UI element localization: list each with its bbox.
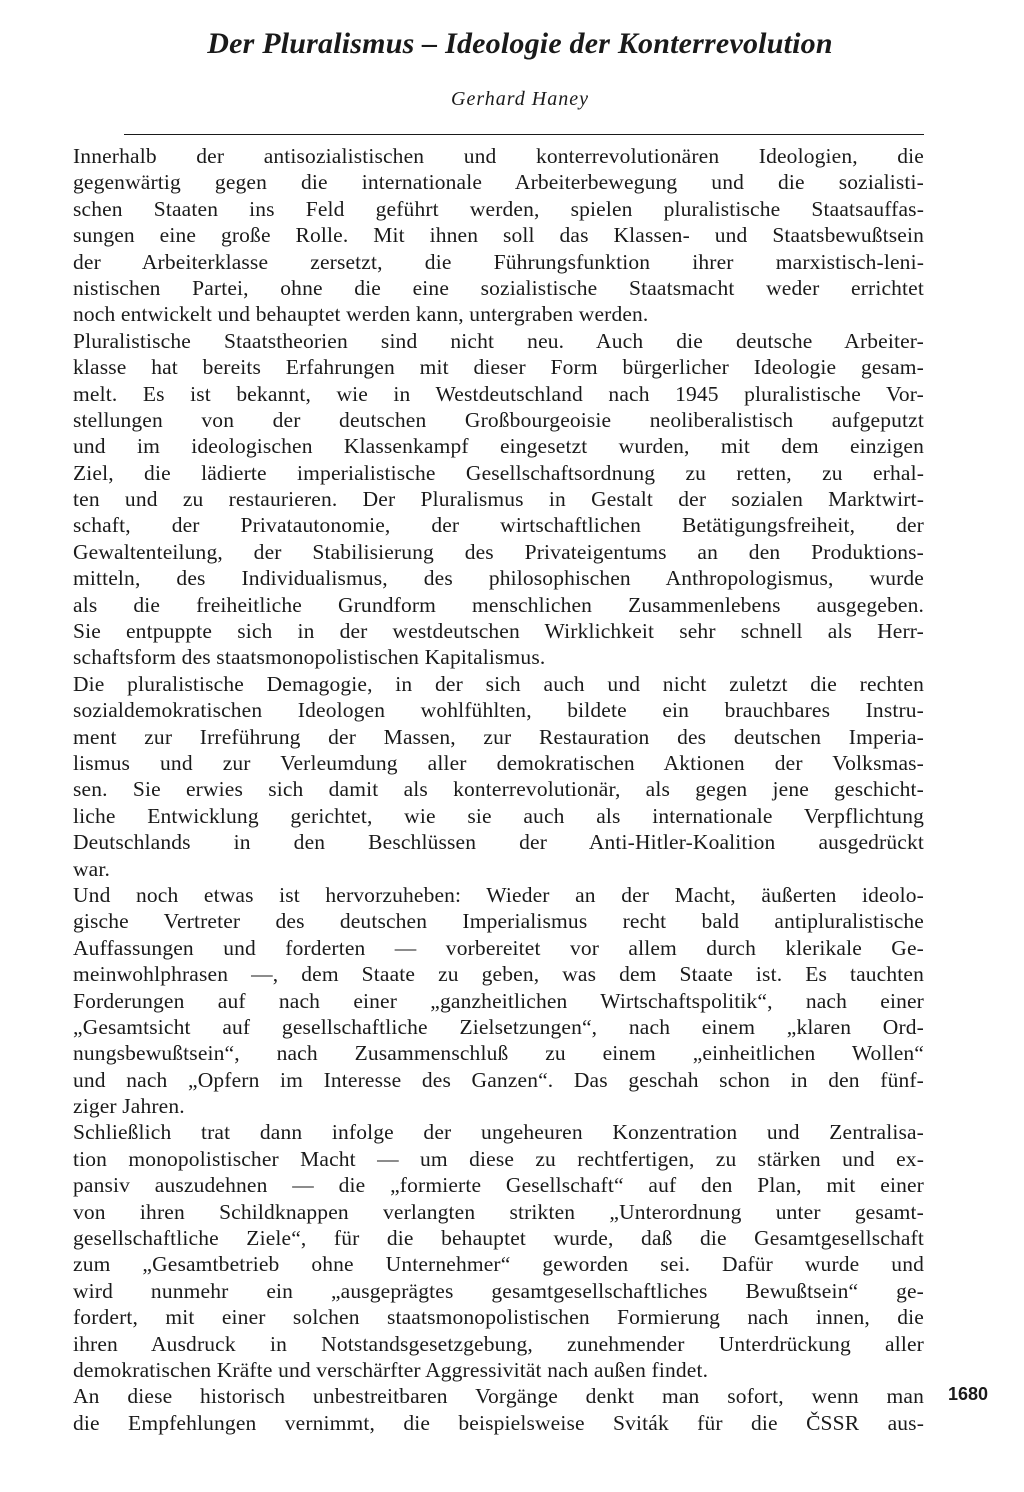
body-line: und nach „Opfern im Interesse des Ganzen“. Das geschah schon in den fünf- [73, 1067, 924, 1092]
body-line: ten und zu restaurieren. Der Pluralismus in Gestalt der sozialen Marktwirt- [73, 487, 924, 512]
article-title: Der Pluralismus – Ideologie der Konterrevolution [207, 27, 833, 60]
body-line: Gewaltenteilung, der Stabilisierung des Privateigentums an den Produktions- [73, 539, 924, 564]
body-line: meinwohlphrasen —, dem Staate zu geben, was dem Staate ist. Es tauchten [73, 962, 924, 987]
body-line: sungen eine große Rolle. Mit ihnen soll das Klassen- und Staatsbewußtsein [73, 223, 924, 248]
body-line: wird nunmehr ein „ausgeprägtes gesamtgesellschaftliches Bewußtsein“ ge- [73, 1278, 924, 1303]
body-line: ment zur Irreführung der Massen, zur Restauration des deutschen Imperia- [73, 724, 924, 749]
body-line: die Empfehlungen vernimmt, die beispielsweise Sviták für die ČSSR aus- [73, 1410, 924, 1435]
body-line: mitteln, des Individualismus, des philosophischen Anthropologismus, wurde [73, 566, 924, 591]
body-line: pansiv auszudehnen — die „formierte Gesellschaft“ auf den Plan, mit einer [73, 1173, 924, 1198]
body-line: stellungen von der deutschen Großbourgeoisie neoliberalistisch aufgeputzt [73, 407, 924, 432]
body-line: gegenwärtig gegen die internationale Arbeiterbewegung und die sozialisti- [73, 170, 924, 195]
body-line: schaftsform des staatsmonopolistischen Kapitalismus. [73, 645, 546, 670]
title-divider [124, 134, 924, 135]
body-line: zum „Gesamtbetrieb ohne Unternehmer“ geworden sei. Dafür wurde und [73, 1252, 924, 1277]
page-number: 1680 [948, 1384, 989, 1404]
body-line: von ihren Schildknappen verlangten strikten „Unterordnung unter gesamt- [73, 1199, 924, 1224]
body-line: Auffassungen und forderten — vorbereitet vor allem durch klerikale Ge- [73, 935, 924, 960]
body-line: Ziel, die lädierte imperialistische Gesellschaftsordnung zu retten, zu erhal- [73, 460, 924, 485]
body-line: klasse hat bereits Erfahrungen mit dieser Form bürgerlicher Ideologie gesam- [73, 355, 924, 380]
body-line: und im ideologischen Klassenkampf eingesetzt wurden, mit dem einzigen [73, 434, 924, 459]
body-line: nungsbewußtsein“, nach Zusammenschluß zu einem „einheitlichen Wollen“ [73, 1041, 924, 1066]
body-line: noch entwickelt und behauptet werden kann, untergraben werden. [73, 302, 649, 327]
body-line: Forderungen auf nach einer „ganzheitlichen Wirtschaftspolitik“, nach einer [73, 988, 924, 1013]
body-line: ziger Jahren. [73, 1094, 185, 1119]
body-line: Deutschlands in den Beschlüssen der Anti-Hitler-Koalition ausgedrückt [73, 830, 924, 855]
body-line: sen. Sie erwies sich damit als konterrevolutionär, als gegen jene geschicht- [73, 777, 924, 802]
body-line: melt. Es ist bekannt, wie in Westdeutschland nach 1945 pluralistische Vor- [73, 381, 924, 406]
body-line: fordert, mit einer solchen staatsmonopolistischen Formierung nach innen, die [73, 1305, 924, 1330]
body-line: Pluralistische Staatstheorien sind nicht neu. Auch die deutsche Arbeiter- [73, 328, 924, 353]
body-line: Die pluralistische Demagogie, in der sich auch und nicht zuletzt die rechten [73, 671, 924, 696]
body-line: Sie entpuppte sich in der westdeutschen Wirklichkeit sehr schnell als Herr- [73, 619, 924, 644]
article-body [73, 143, 924, 1436]
body-line: nistischen Partei, ohne die eine sozialistische Staatsmacht weder errichtet [73, 275, 924, 300]
body-line: Und noch etwas ist hervorzuheben: Wieder an der Macht, äußerten ideolo- [73, 882, 924, 907]
body-line: Innerhalb der antisozialistischen und konterrevolutionären Ideologien, die [73, 144, 924, 168]
body-line: demokratischen Kräfte und verschärfter Aggressivität nach außen findet. [73, 1357, 709, 1382]
body-line: liche Entwicklung gerichtet, wie sie auch als internationale Verpflichtung [73, 803, 924, 828]
body-line: schaft, der Privatautonomie, der wirtschaftlichen Betätigungsfreiheit, der [73, 513, 924, 538]
body-line: der Arbeiterklasse zersetzt, die Führungsfunktion ihrer marxistisch-leni- [73, 249, 924, 274]
body-line: ihren Ausdruck in Notstandsgesetzgebung, zunehmender Unterdrückung aller [73, 1331, 924, 1356]
body-line: Schließlich trat dann infolge der ungeheuren Konzentration und Zentralisa- [73, 1120, 924, 1145]
body-line: als die freiheitliche Grundform menschlichen Zusammenlebens ausgegeben. [73, 592, 924, 617]
article-author: Gerhard Haney [451, 88, 589, 110]
body-line: war. [73, 856, 111, 881]
body-line: sozialdemokratischen Ideologen wohlfühlten, bildete ein brauchbares Instru- [73, 698, 924, 723]
body-line: gische Vertreter des deutschen Imperialismus recht bald antipluralistische [73, 909, 924, 934]
body-line: tion monopolistischer Macht — um diese zu rechtfertigen, zu stärken und ex- [73, 1146, 924, 1171]
body-line: An diese historisch unbestreitbaren Vorgänge denkt man sofort, wenn man [73, 1384, 924, 1409]
body-line: lismus und zur Verleumdung aller demokratischen Aktionen der Volksmas- [73, 750, 924, 775]
body-line: „Gesamtsicht auf gesellschaftliche Zielsetzungen“, nach einem „klaren Ord- [73, 1014, 924, 1039]
body-line: schen Staaten ins Feld geführt werden, spielen pluralistische Staatsauffas- [73, 196, 924, 221]
body-line: gesellschaftliche Ziele“, für die behauptet wurde, daß die Gesamtgesellschaft [73, 1226, 924, 1251]
